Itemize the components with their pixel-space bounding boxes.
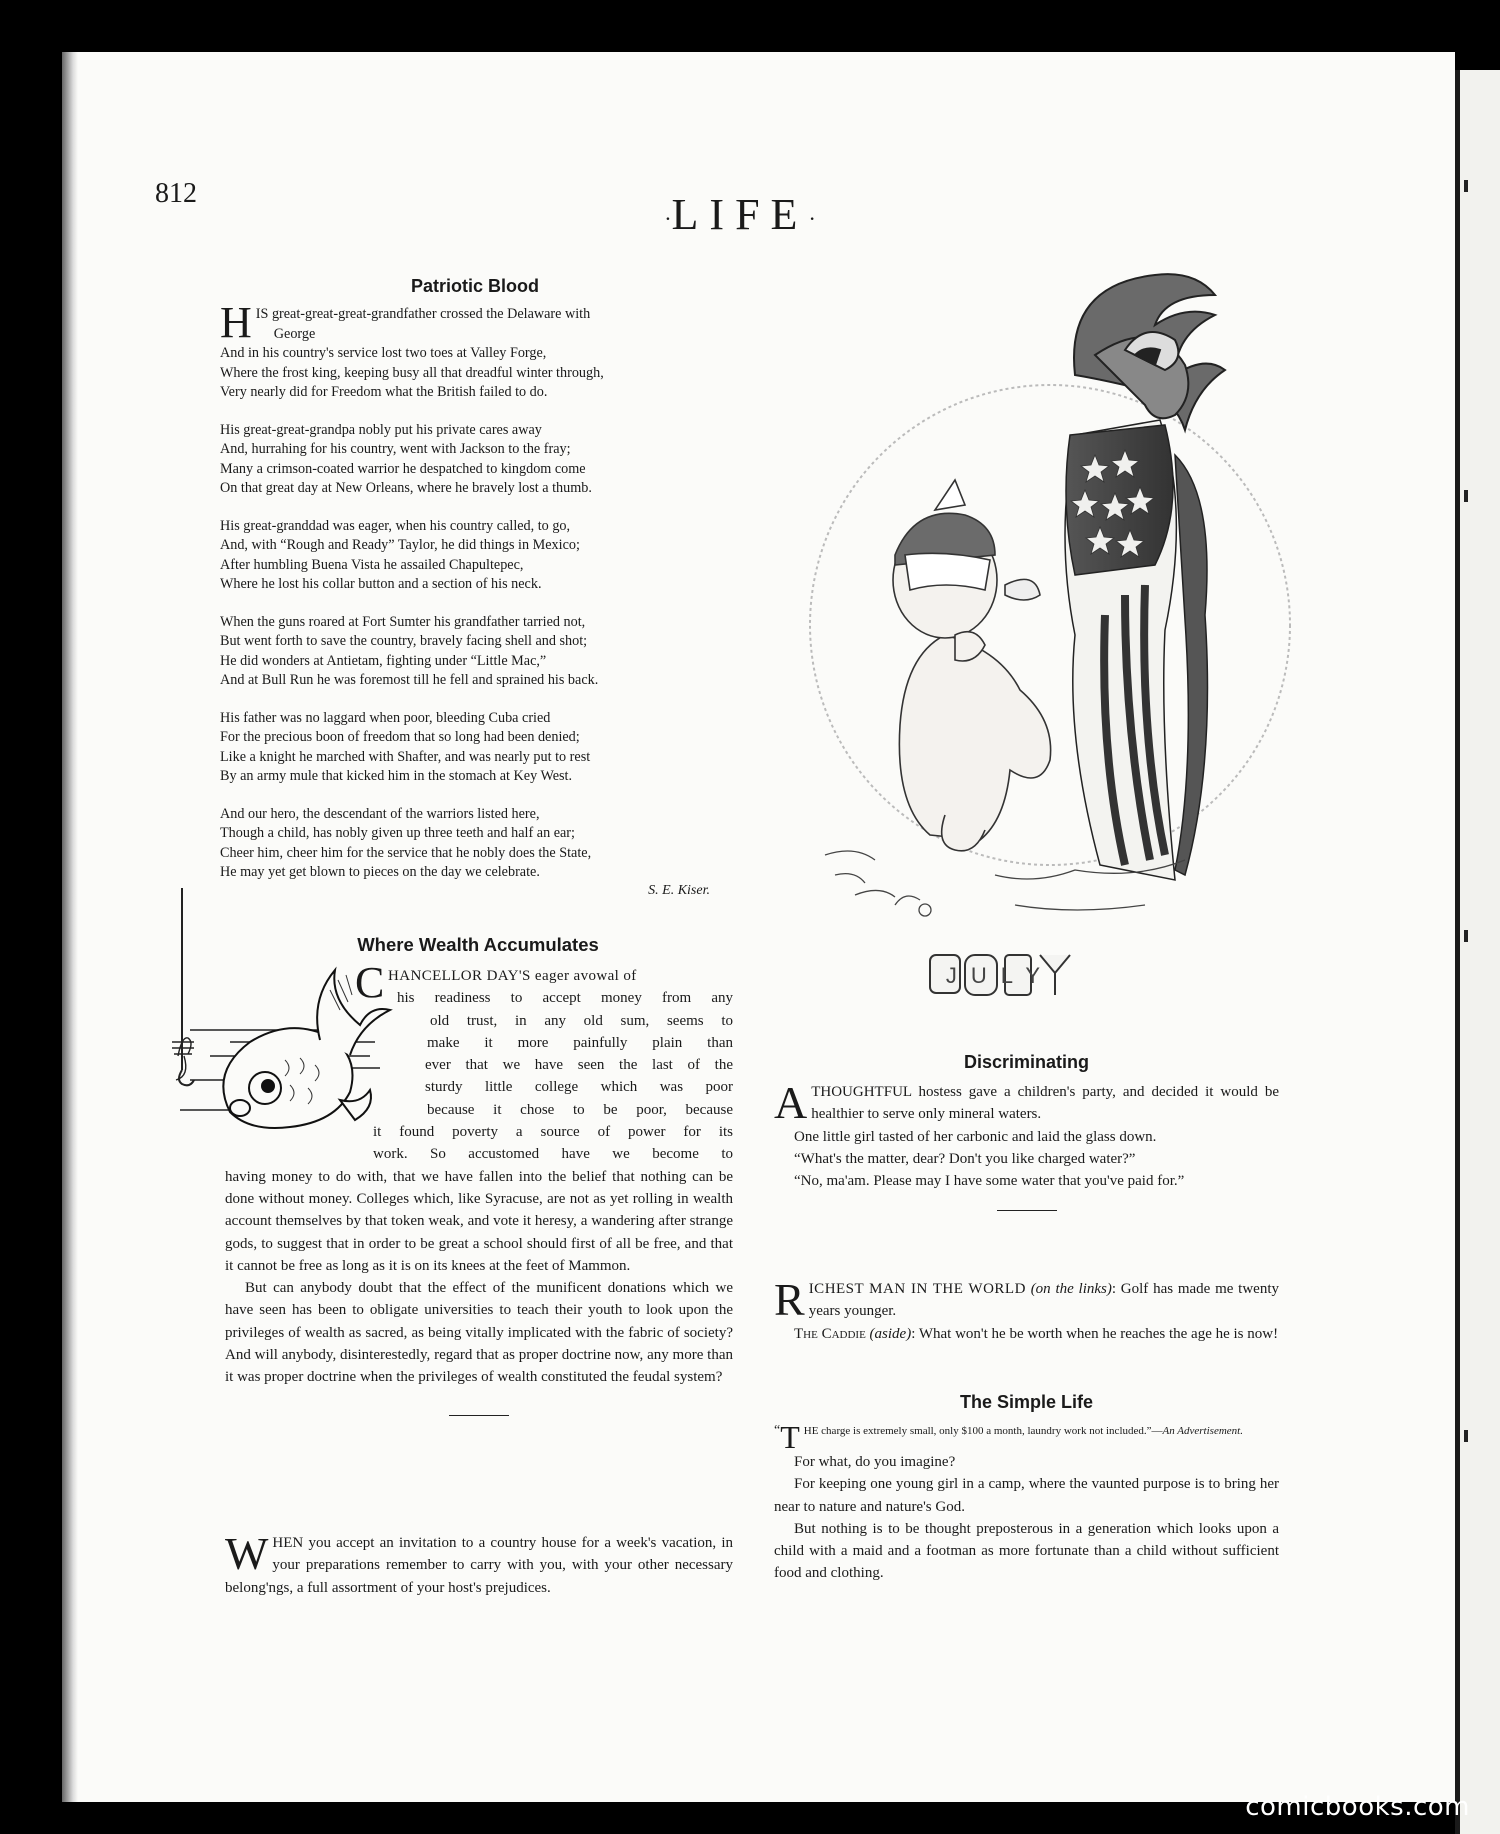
vignette-circle [810, 385, 1290, 865]
wealth-line-3: old trust, in any old sum, seems to [430, 1012, 733, 1029]
wealth-line-4: make it more painfully plain than [427, 1034, 733, 1051]
watermark: comicbooks.com [1245, 1792, 1470, 1822]
poem-line: And, with “Rough and Ready” Taylor, he did things in Mexico; [220, 537, 580, 553]
poem-line: And at Bull Run he was foremost till he fell and sprained his back. [220, 672, 599, 688]
patriotic-blood-poem [220, 276, 730, 899]
eagle [1074, 274, 1225, 430]
poem-line: On that great day at New Orleans, where he bravely lost a thumb. [220, 480, 592, 496]
dropcap-w: W [225, 1528, 269, 1579]
poem-stanza [220, 517, 730, 595]
poem-line: But went forth to save the country, bravely facing shell and shot; [220, 633, 588, 649]
wealth-wrapped-lines [225, 958, 733, 1166]
page-gutter-shadow [62, 52, 78, 1802]
dropcap-h: H [220, 298, 252, 347]
dropcap-r: R [774, 1274, 805, 1325]
poem-line: Very nearly did for Freedom what the British failed to do. [220, 384, 548, 400]
next-page-edge [1455, 70, 1500, 1834]
country-house-paragraph: WHEN you accept an invitation to a country house for a week's vacation, in your preparations remember to carry with you, with your other necessary belong'ngs, a full assortment of your host's prejudices. [225, 1528, 733, 1596]
poem-line: He did wonders at Antietam, fighting under “Little Mac,” [220, 652, 547, 669]
section-divider [997, 1210, 1057, 1211]
american-flag [1065, 420, 1208, 880]
bandaged-cherub [893, 480, 1051, 851]
poem-line: And our hero, the descendant of the warriors listed here, [220, 805, 540, 822]
poem-line: And in his country's service lost two toes at Valley Forge, [220, 345, 547, 361]
poem-line: Where the frost king, keeping busy all that dreadful winter through, [220, 364, 604, 381]
section-divider [449, 1415, 509, 1416]
poem-title: Patriotic Blood [410, 276, 539, 296]
advertisement-quote: “ T HE charge is extremely small, only $100 a month, laundry work not included.”—An Advertisement. [774, 1419, 1243, 1455]
wealth-line-2: his readiness to accept money from any [397, 990, 733, 1007]
masthead-title: LIFE [671, 190, 809, 239]
page-number: 812 [155, 178, 197, 209]
poem-line: He may yet get blown to pieces on the day we celebrate. [220, 864, 540, 880]
poem-line: When the guns roared at Fort Sumter his grandfather tarried not, [220, 613, 586, 630]
discriminating-title: Discriminating [963, 1052, 1090, 1072]
wealth-paragraph-1: having money to do with, that we have fallen into the belief that nothing can be done without money. Colleges which, like Syracuse, are not as yet rolling in wealth account themselves by that token weak, and vote it heresy, a wandering after strange gods, to suggest that in order to be great a school should first of all be free, and that it cannot be free as long as it is on its knees at the feet of Mammon. [225, 1168, 733, 1274]
poem-line: After humbling Buena Vista he assailed Chapultepec, [220, 556, 524, 573]
poem-line: By an army mule that kicked him in the stomach at Key West. [220, 768, 573, 784]
wealth-paragraph-2: But can anybody doubt that the effect of the munificent donations which we have seen has been to obligate universities to teach their youth to look upon the privileges of wealth as sacred, as being vitally implicated with the fabric of society? And will anybody, disinterestedly, regard that as proper doctrine now, any more than it was proper doctrine when the privileges of wealth constituted the feudal system? [225, 1280, 733, 1386]
dropcap-t: T [780, 1419, 800, 1455]
poem-author: S. E. Kiser. [648, 882, 710, 898]
poem-stanza [220, 421, 730, 499]
masthead-dot-right: · [808, 205, 816, 231]
poem-stanza [220, 805, 730, 883]
wealth-line-8: it found poverty a source of power for its [373, 1124, 733, 1141]
wealth-title: Where Wealth Accumulates [357, 934, 599, 955]
discriminating-article: Discriminating ATHOUGHTFUL hostess gave a children's party, and decided it would be healthier to serve only mineral waters. One little girl tasted of her carbonic and laid the glass down. “What's the matter, dear? Don't you like charged water?” “No, ma'am. Please may I have some water that you've paid for.” [774, 1052, 1279, 1211]
poem-line: Where he lost his collar button and a section of his neck. [220, 576, 542, 592]
poem-first-line: H IS great-great-great-grandfather crossed the Delaware with George [220, 298, 591, 347]
wealth-body [225, 958, 733, 1416]
simple-life-article: The Simple Life “ T HE charge is extremely small, only $100 a month, laundry work not included.”—An Advertisement. For what, do you imagine? For keeping one young girl in a camp, where the vaunted purpose is to bring her near to nature and nature's God. But nothing is to be thought preposterous in a generation which looks upon a child with a maid and a footman as more fortunate than a child without sufficient food and clothing. [774, 1392, 1279, 1582]
poem-line: Cheer him, cheer him for the service that he nobly does the State, [220, 844, 592, 861]
july-illustration [795, 255, 1355, 1015]
masthead [590, 190, 890, 239]
poem-line: His great-granddad was eager, when his country called, to go, [220, 517, 571, 534]
poem-line: Like a knight he marched with Shafter, and was nearly put to rest [220, 748, 591, 765]
masthead-dot-left: · [664, 205, 672, 231]
wealth-line-9: work. So accustomed have we become to [373, 1146, 733, 1163]
poem-line: For the precious boon of freedom that so long had been denied; [220, 729, 580, 745]
poem-line: And, hurrahing for his country, went with Jackson to the fray; [220, 441, 571, 457]
poem-stanza [220, 709, 730, 787]
richest-man-joke: RICHEST MAN IN THE WORLD (on the links): Golf has made me twenty years younger. The Caddie (aside): What won't he be worth when he reaches the age he is now! [774, 1274, 1279, 1342]
dropcap-c: C [355, 958, 385, 1007]
wealth-line-1: C HANCELLOR DAY'S eager avowal of [355, 958, 637, 1007]
poem-line: His father was no laggard when poor, bleeding Cuba cried [220, 709, 551, 726]
wealth-line-6: sturdy little college which was poor [425, 1079, 733, 1096]
poem-stanza [220, 613, 730, 691]
poem-stanza [220, 298, 730, 403]
poem-line: His great-great-grandpa nobly put his private cares away [220, 421, 542, 438]
poem-line: Many a crimson-coated warrior he despatched to kingdom come [220, 460, 586, 477]
july-caption: JULY [945, 963, 1055, 988]
dropcap-a: A [774, 1077, 808, 1128]
wealth-line-5: ever that we have seen the last of the [425, 1057, 733, 1074]
poem-line: Though a child, has nobly given up three teeth and half an ear; [220, 825, 575, 841]
wealth-line-7: because it chose to be poor, because [427, 1101, 733, 1118]
simple-life-title: The Simple Life [959, 1392, 1094, 1412]
